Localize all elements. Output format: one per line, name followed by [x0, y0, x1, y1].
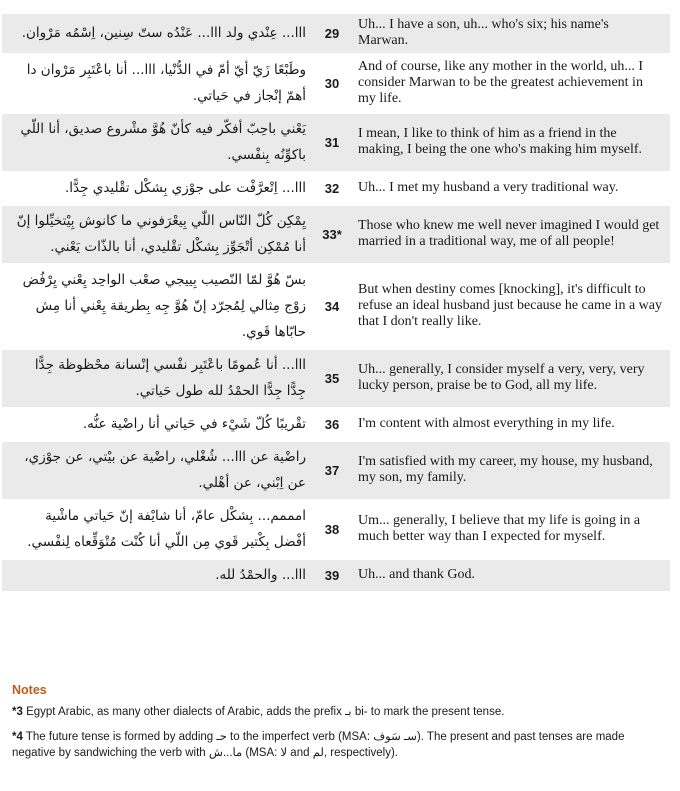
table-row: [2, 350, 670, 407]
arabic-text: تقْريبًا كُلّ شَيْء في حَياتي أنا راضْية عنُّه.: [82, 416, 306, 432]
notes-title: Notes: [12, 683, 47, 697]
table-row: [2, 265, 670, 348]
table-row: [2, 55, 670, 112]
line-number: 31: [314, 114, 350, 171]
line-number: 33*: [314, 206, 350, 263]
table-row: [2, 409, 670, 440]
english-translation: Those who knew me well never imagined I would get married in a traditional way, me of all people!: [350, 206, 670, 263]
arabic-text: امممم... بِشكْل عامّ، أنا شايْفة إنّ حَياتي ماشْية أفْضل بِكْتير قَوي مِن اللّي أنا كُنْت مُتْوَقِّعاه لِنفْسي.: [27, 508, 306, 550]
line-number: 39: [314, 560, 350, 591]
arabic-text: يَعْني باحِبّ أفكّر فيه كأنّ هُوَّ مشْروع صديق، أنا اللّي باكوِّنُه بِنفْسي.: [2, 114, 314, 171]
english-translation: Uh... I met my husband a very traditional way.: [358, 180, 619, 195]
table-row: [2, 442, 670, 499]
table-row: [2, 206, 670, 263]
notes-section: [12, 682, 668, 770]
english-translation: Uh... I have a son, uh... who's six; his name's Marwan.: [350, 14, 670, 53]
note-4-text: The future tense is formed by adding حـ to the imperfect verb (MSA: سـ سَوف). The present and past tenses are made negative by sandwiching the verb with ما...ش (MSA: لا and لم, respectively).: [12, 731, 625, 759]
table-row: [2, 114, 670, 171]
transcript-rows: [2, 14, 670, 591]
english-translation: Uh... generally, I consider myself a very, very, very lucky person, praise be to God, all my life.: [350, 350, 670, 407]
table-row: [2, 14, 670, 53]
table-row: [2, 173, 670, 204]
table-row: [2, 560, 670, 591]
arabic-text: ااا... عِنْدي ولد ااا... عَنْدُه ستّ سِنين، اِسْمُه مَرْوان.: [2, 14, 314, 53]
english-translation: I'm satisfied with my career, my house, my husband, my son, my family.: [350, 442, 670, 499]
english-translation: I'm content with almost everything in my life.: [358, 416, 615, 431]
line-number: 37: [314, 442, 350, 499]
line-number: 35: [314, 350, 350, 407]
arabic-text: بسّ هُوَّ لمّا النّصيب بِييجي صعْب الواحِد يِعْني يِرْفُض زوْج مِثالي لِمُجرّد إنّ هُوَّ جِه بِطريقة يِعْني أنا مِش حابّاها قَوي.: [22, 272, 306, 340]
arabic-text: ااا... والحمْدُ لله.: [2, 560, 314, 591]
line-number: 34: [324, 299, 340, 314]
note-4: [12, 729, 668, 761]
english-translation: Um... generally, I believe that my life is going in a much better way than I expected for myself.: [358, 513, 641, 544]
line-number: 29: [314, 14, 350, 53]
english-translation: But when destiny comes [knocking], it's difficult to refuse an ideal husband just because he came in a way that I don't really like.: [358, 282, 662, 329]
arabic-text: ااا... أنا عُمومًا باعْتَبِر نفْسي إنْسانة محْظوظة جِدًّا جِدًّا جِدًّا الحمْدُ لله طول حَياتي.: [2, 350, 314, 407]
arabic-text: يِمْكِن كُلّ النّاس اللّي بِيعْرَفوني ما كانوش بِيْتخيِّلوا إنّ أنا مُمْكِن أتْجَوِّز بِشكْل تقْليدي، أنا بالذّات يَعْني.: [2, 206, 314, 263]
arabic-text: راضْية عن ااا... شُغْلي، راضْية عن بيْتي، عن جوْزي، عن اِبْني، عن أهْلي.: [2, 442, 314, 499]
note-3-text: Egypt Arabic, as many other dialects of Arabic, adds the prefix بـ bi- to mark the present tense.: [26, 706, 505, 718]
arabic-text: وطَبْعًا زَيّ أيّ أمّ في الدُّنْيا، ااا... أنا باعْتَبِر مَرْوان دا أهمّ إنْجاز في حَياتي.: [26, 62, 306, 104]
line-number: 30: [324, 76, 340, 91]
transcript-table: [2, 12, 670, 593]
english-translation: I mean, I like to think of him as a friend in the making, I being the one who's making him myself.: [350, 114, 670, 171]
line-number: 38: [324, 522, 340, 537]
arabic-text: ااا... اِتْعرَّفْت على جوْزي بِشكْل تقْليدي جِدًّا.: [65, 180, 306, 196]
note-3-marker: *3: [12, 706, 23, 718]
english-translation: And of course, like any mother in the world, uh... I consider Marwan to be the greatest achievement in my life.: [358, 59, 643, 106]
line-number: 36: [324, 417, 340, 432]
note-4-marker: *4: [12, 731, 23, 743]
line-number: 32: [324, 181, 340, 196]
table-row: [2, 501, 670, 558]
english-translation: Uh... and thank God.: [350, 560, 670, 591]
note-3: [12, 704, 668, 720]
